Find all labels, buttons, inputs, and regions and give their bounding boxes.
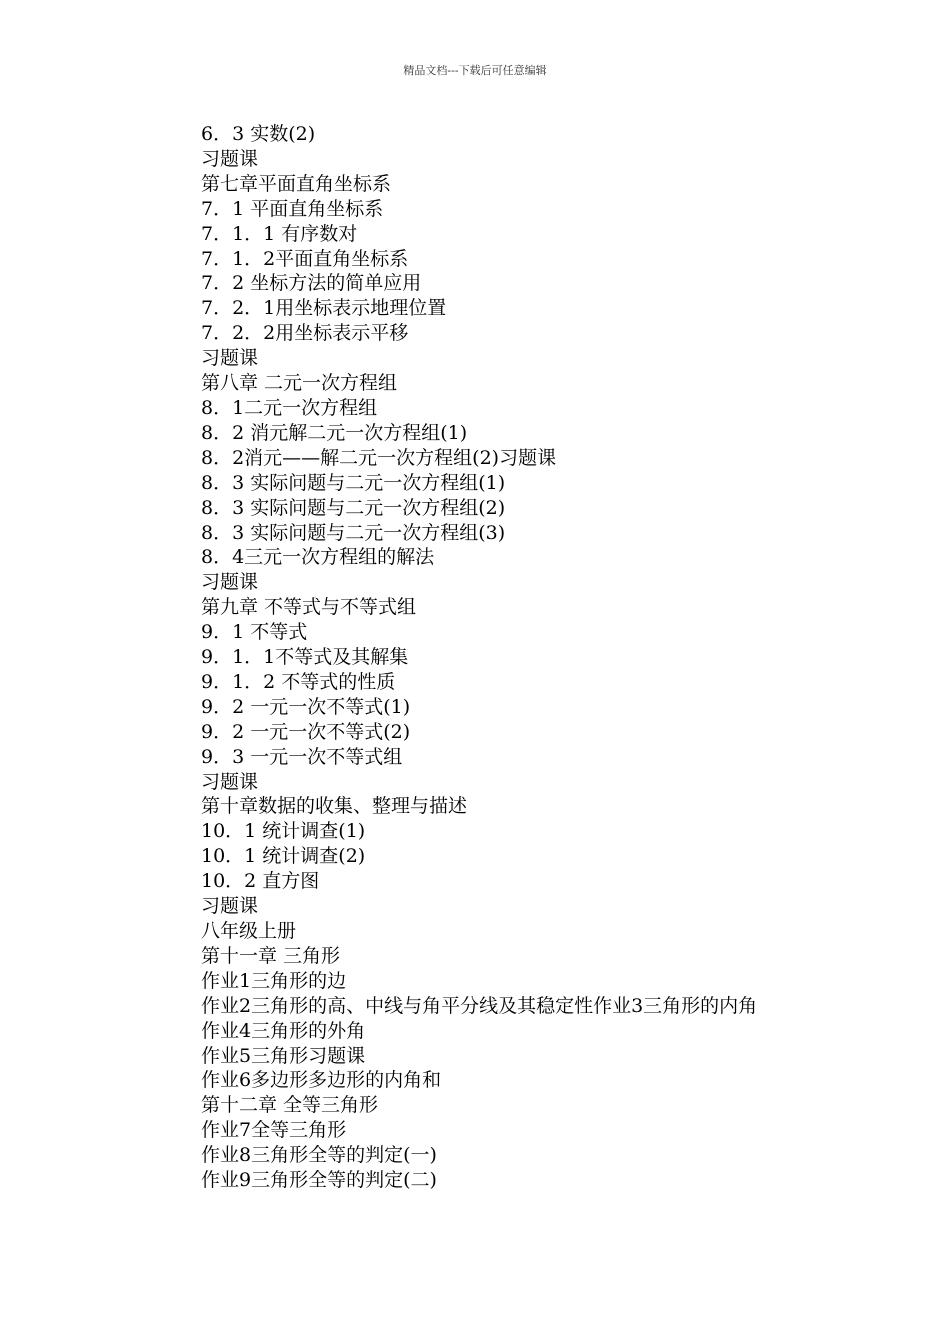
toc-line: 8．3 实际问题与二元一次方程组(1): [201, 471, 506, 494]
table-of-contents: [145, 122, 825, 1193]
toc-line: 第十二章 全等三角形: [201, 1094, 379, 1117]
toc-line: 第八章 二元一次方程组: [201, 372, 398, 395]
toc-line: 8．2消元——解二元一次方程组(2)习题课: [201, 446, 557, 469]
toc-line: 作业9三角形全等的判定(二): [201, 1169, 437, 1192]
toc-line: 10．1 统计调查(2): [201, 845, 366, 868]
toc-line: 第十章数据的收集、整理与描述: [201, 795, 468, 818]
toc-line: 10．1 统计调查(1): [201, 820, 366, 843]
toc-line: 7．1 平面直角坐标系: [201, 197, 384, 220]
toc-line: 作业5三角形习题课: [201, 1044, 366, 1067]
toc-line: 9．2 一元一次不等式(1): [201, 695, 411, 718]
toc-line: 7．1．1 有序数对: [201, 222, 358, 245]
toc-line: 作业1三角形的边: [201, 969, 347, 992]
toc-line: 作业4三角形的外角: [201, 1019, 366, 1042]
toc-line: 7．2．1用坐标表示地理位置: [201, 297, 447, 320]
toc-line: 8．3 实际问题与二元一次方程组(2): [201, 496, 506, 519]
toc-line: 作业7全等三角形: [201, 1119, 347, 1142]
toc-line: 8．3 实际问题与二元一次方程组(3): [201, 521, 506, 544]
toc-line: 8．1二元一次方程组: [201, 396, 378, 419]
toc-line: 习题课: [201, 147, 259, 170]
toc-line: 习题课: [201, 571, 259, 594]
toc-line: 八年级上册: [201, 920, 297, 942]
toc-line: 6．3 实数(2): [201, 123, 316, 145]
toc-line: 9．1．1不等式及其解集: [201, 646, 409, 669]
toc-line: 7．2 坐标方法的简单应用: [201, 272, 422, 295]
toc-line: 作业6多边形多边形的内角和: [201, 1069, 442, 1092]
toc-line: 9．1 不等式: [201, 621, 308, 644]
toc-line: 第九章 不等式与不等式组: [201, 596, 417, 619]
toc-line: 7．2．2用坐标表示平移: [201, 322, 409, 345]
toc-line: 8．2 消元解二元一次方程组(1): [201, 421, 468, 444]
toc-line: 作业8三角形全等的判定(一): [201, 1144, 437, 1167]
toc-line: 10．2 直方图: [201, 870, 320, 893]
toc-line-wrapped: 作业2三角形的高、中线与角平分线及其稳定性作业3三角形的内角: [201, 994, 758, 1017]
toc-line: 7．1．2平面直角坐标系: [201, 247, 409, 270]
toc-line: 习题课: [201, 770, 259, 793]
toc-line: 第七章平面直角坐标系: [201, 172, 392, 195]
toc-line: 8．4三元一次方程组的解法: [201, 546, 435, 569]
toc-line: 第十一章 三角形: [201, 944, 341, 967]
toc-line: 9．3 一元一次不等式组: [201, 745, 403, 768]
toc-line: 9．1．2 不等式的性质: [201, 670, 396, 693]
toc-line: 习题课: [201, 347, 259, 370]
page-header: 精品文档---下载后可任意编辑: [403, 64, 547, 77]
toc-line: 习题课: [201, 895, 259, 918]
toc-line: 9．2 一元一次不等式(2): [201, 720, 411, 743]
